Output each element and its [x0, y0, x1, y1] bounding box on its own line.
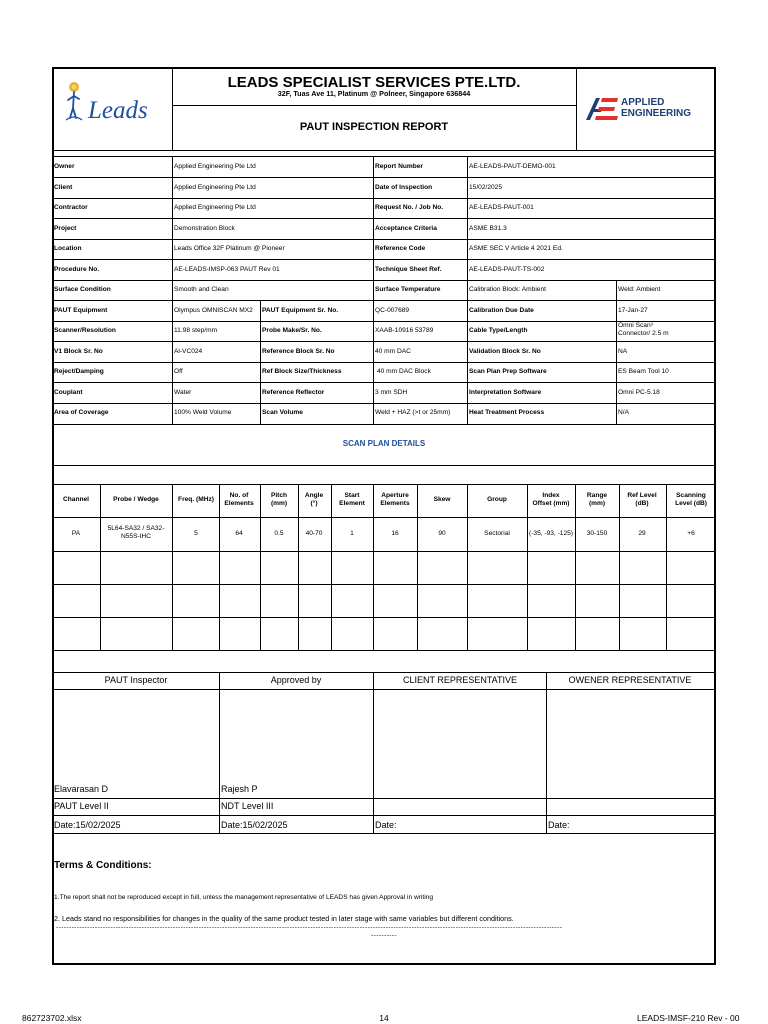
- client-value: Applied Engineering Pte Ltd: [174, 184, 256, 191]
- header-title-divider: [172, 105, 576, 106]
- header-scanning-line2: Level (dB): [675, 500, 707, 507]
- footer-file-name: 862723702.xlsx: [22, 1013, 82, 1023]
- terms-dash-line-2: ----------: [371, 932, 397, 939]
- header-elements-line1: No. of: [229, 492, 249, 499]
- row-probe-line2: N55S-IHC: [120, 533, 152, 540]
- technique-sheet-label: Technique Sheet Ref.: [375, 266, 442, 273]
- scan-plan-col-line: [331, 484, 332, 650]
- report-number-label: Report Number: [375, 163, 423, 170]
- row-elements: 64: [235, 530, 243, 537]
- header-angle-line2: (°): [310, 500, 318, 507]
- v1-block-value: Al-VC024: [174, 348, 203, 355]
- scan-plan-col-line: [219, 484, 220, 650]
- reference-block-value: 40 mm DAC: [375, 348, 411, 355]
- row-angle: 40-70: [305, 530, 323, 537]
- info-row-line: [53, 177, 715, 178]
- reference-code-value: ASME SEC V Article 4 2021 Ed.: [469, 245, 563, 252]
- header-ref-level-line1: Ref Level: [627, 492, 657, 499]
- technique-sheet-value: AE-LEADS-PAUT-TS-002: [469, 266, 545, 273]
- scan-plan-line: [53, 517, 715, 518]
- row-channel: PA: [71, 530, 81, 537]
- paut-equipment-label: PAUT Equipment: [54, 307, 108, 314]
- signature-col-line: [546, 672, 547, 833]
- header-range-line2: (mm): [588, 500, 606, 507]
- scan-plan-col-line: [527, 484, 528, 650]
- interpretation-software-value: Omni PC-5.18: [618, 389, 660, 396]
- request-no-label: Request No. / Job No.: [375, 204, 444, 211]
- paut-equipment-value: Olympus OMNISCAN MX2: [174, 307, 253, 314]
- header-elements-line2: Elements: [224, 500, 254, 507]
- inspector-name: Elavarasan D: [54, 784, 109, 794]
- info-row-line: [53, 259, 715, 260]
- signature-line: [53, 672, 715, 673]
- ref-block-size-value: 40 mm DAC Block: [377, 368, 431, 375]
- info-col-line: [172, 157, 173, 424]
- row-range: 30-150: [586, 530, 608, 537]
- v1-block-label: V1 Block Sr. No: [54, 348, 103, 355]
- surface-temp-weld: Weld: Ambient: [618, 286, 661, 293]
- header-index-line2: Offset (mm): [532, 500, 570, 507]
- coverage-value: 100% Weld Volume: [174, 409, 232, 416]
- info-col-line: [260, 300, 261, 424]
- terms-line-2: 2. Leads stand no responsibilities for changes in the quality of the same product tested in later stage with same variables but different conditions.: [54, 914, 514, 923]
- surface-temp-label: Surface Temperature: [375, 286, 441, 293]
- terms-dash-line-1: ---------------------------------------------------------------------------------------------------------------------------------------------------------------------------------------------------: [56, 925, 563, 931]
- scan-plan-software-value: ES Beam Tool 10: [618, 368, 669, 375]
- contractor-value: Applied Engineering Pte Ltd: [174, 204, 256, 211]
- info-top-line: [53, 156, 715, 157]
- owner-rep-heading: OWENER REPRESENTATIVE: [568, 675, 692, 685]
- signature-col-line: [373, 672, 374, 833]
- header-group: Group: [487, 496, 507, 503]
- info-col-line: [616, 280, 617, 424]
- heat-treatment-label: Heat Treatment Process: [469, 409, 545, 416]
- ref-block-size-label: Ref Block Size/Thickness: [262, 368, 342, 375]
- header-aperture-line2: Elements: [380, 500, 410, 507]
- scan-plan-software-label: Scan Plan Prep Software: [469, 368, 547, 375]
- footer-page-number: 14: [379, 1013, 389, 1023]
- header-divider-left: [172, 68, 173, 151]
- company-address: 32F, Tuas Ave 11, Platinum @ Polneer, Singapore 636844: [277, 89, 471, 98]
- reference-reflector-label: Reference Reflector: [262, 389, 325, 396]
- cable-type-value-line1: Omni Scan³: [618, 322, 653, 329]
- report-title: PAUT INSPECTION REPORT: [299, 121, 449, 133]
- cable-type-value-line2: Connector/ 2.5 m: [618, 330, 669, 337]
- info-col-line: [467, 157, 468, 424]
- calibration-due-label: Calibration Due Date: [469, 307, 534, 314]
- heat-treatment-value: N/A: [618, 409, 629, 416]
- project-value: Demonstration Block: [174, 225, 235, 232]
- validation-block-label: Validation Block Sr. No: [469, 348, 541, 355]
- header-scanning-line1: Scanning: [676, 492, 706, 499]
- row-aperture: 16: [391, 530, 399, 537]
- header-range-line1: Range: [586, 492, 608, 499]
- reject-label: Reject/Damping: [54, 368, 104, 375]
- location-value: Leads Office 32F Platinum @ Pioneer: [174, 245, 285, 252]
- company-name: LEADS SPECIALIST SERVICES PTE.LTD.: [227, 74, 521, 91]
- scan-plan-line: [53, 465, 715, 466]
- signature-line: [53, 815, 715, 816]
- acceptance-value: ASME B31.3: [469, 225, 507, 232]
- contractor-label: Contractor: [54, 204, 88, 211]
- scan-plan-line: [53, 584, 715, 585]
- surface-condition-label: Surface Condition: [54, 286, 111, 293]
- validation-block-value: NA: [618, 348, 628, 355]
- row-index: (-35, -93, -125): [529, 530, 573, 537]
- scan-plan-col-line: [373, 484, 374, 650]
- scanner-label: Scanner/Resolution: [54, 327, 116, 334]
- coverage-label: Area of Coverage: [54, 409, 109, 416]
- applied-engineering-logo: [584, 94, 714, 126]
- scan-plan-col-line: [619, 484, 620, 650]
- row-pitch: 0.5: [274, 530, 284, 537]
- header-angle-line1: Angle: [304, 492, 324, 499]
- scan-plan-line: [53, 551, 715, 552]
- row-start: 1: [350, 530, 354, 537]
- approved-by-heading: Approved by: [270, 675, 322, 685]
- project-label: Project: [54, 225, 77, 232]
- acceptance-label: Acceptance Criteria: [375, 225, 437, 232]
- ae-logo-icon: [584, 94, 620, 124]
- header-start-line2: Element: [339, 500, 365, 507]
- surface-condition-value: Smooth and Clean: [174, 286, 229, 293]
- header-freq: Freq. (MHz): [178, 496, 214, 503]
- approver-level: NDT Level III: [221, 801, 274, 811]
- couplant-label: Couplant: [54, 389, 83, 396]
- location-label: Location: [54, 245, 82, 252]
- row-probe-line1: 5L64-SA32 / SA32-: [107, 525, 165, 532]
- probe-make-value: XAAB-10916 53789: [375, 327, 434, 334]
- signature-line: [53, 833, 715, 834]
- scan-plan-col-line: [100, 484, 101, 650]
- header-start-line1: Start: [344, 492, 360, 499]
- header-bottom-line: [53, 150, 715, 151]
- signature-line: [53, 798, 715, 799]
- report-frame: [52, 67, 716, 965]
- scan-plan-col-line: [575, 484, 576, 650]
- client-rep-heading: CLIENT REPRESENTATIVE: [402, 675, 518, 685]
- procedure-value: AE-LEADS-IMSP-063 PAUT Rev 01: [174, 266, 280, 273]
- scan-plan-col-line: [298, 484, 299, 650]
- inspector-date: Date:15/02/2025: [54, 820, 121, 830]
- leads-logo: [62, 78, 162, 126]
- info-row-line: [53, 198, 715, 199]
- row-group: Sectorial: [484, 530, 510, 537]
- header-index-line1: Index: [542, 492, 560, 499]
- terms-title: Terms & Conditions:: [54, 860, 152, 871]
- signature-col-line: [219, 672, 220, 833]
- header-divider-right: [576, 68, 577, 151]
- reference-reflector-value: 3 mm SDH: [375, 389, 408, 396]
- reference-code-label: Reference Code: [375, 245, 426, 252]
- cable-type-label: Cable Type/Length: [469, 327, 528, 334]
- leads-logo-text: Leads: [88, 97, 148, 124]
- date-of-inspection-value: 15/02/2025: [469, 184, 503, 191]
- scan-plan-col-line: [467, 484, 468, 650]
- paut-inspector-heading: PAUT Inspector: [104, 675, 168, 685]
- client-label: Client: [54, 184, 73, 191]
- header-pitch-line1: Pitch: [270, 492, 288, 499]
- header-channel: Channel: [62, 496, 90, 503]
- terms-line-1: 1.The report shall not be reproduced except in full, unless the management representative of LEADS has given Approval in writing: [54, 894, 433, 901]
- row-scanning-level: +6: [687, 530, 695, 537]
- report-number-value: AE-LEADS-PAUT-DEMO-001: [469, 163, 556, 170]
- owner-label: Owner: [54, 163, 75, 170]
- scan-plan-line: [53, 617, 715, 618]
- header-skew: Skew: [433, 496, 451, 503]
- info-row-line: [53, 424, 715, 425]
- inspector-level: PAUT Level II: [54, 801, 109, 811]
- scan-volume-label: Scan Volume: [262, 409, 303, 416]
- scanner-value: 11.98 step/mm: [174, 327, 218, 334]
- applied-logo-line1: APPLIED: [621, 97, 665, 108]
- reference-block-label: Reference Block Sr. No: [262, 348, 335, 355]
- header-pitch-line2: (mm): [270, 500, 288, 507]
- row-freq: 5: [194, 530, 198, 537]
- reject-value: Off: [174, 368, 183, 375]
- surface-temp-calibration: Calibration Block: Ambient: [469, 286, 546, 293]
- calibration-due-value: 17-Jan-27: [618, 307, 648, 314]
- header-aperture-line1: Aperture: [381, 492, 409, 499]
- header-probe: Probe / Wedge: [113, 496, 159, 503]
- scan-plan-line: [53, 650, 715, 651]
- applied-logo-line2: ENGINEERING: [621, 108, 692, 119]
- approver-date: Date:15/02/2025: [221, 820, 288, 830]
- scan-plan-line: [53, 484, 715, 485]
- info-row-line: [53, 239, 715, 240]
- paut-equipment-sr-value: QC-007689: [375, 307, 410, 314]
- paut-equipment-sr-label: PAUT Equipment Sr. No.: [262, 307, 339, 314]
- couplant-value: Water: [174, 389, 192, 396]
- interpretation-software-label: Interpretation Software: [469, 389, 542, 396]
- info-col-line: [373, 157, 374, 424]
- row-skew: 90: [438, 530, 446, 537]
- owner-value: Applied Engineering Pte Ltd: [174, 163, 256, 170]
- procedure-label: Procedure No.: [54, 266, 100, 273]
- scan-volume-value: Weld + HAZ (>t or 25mm): [375, 409, 451, 416]
- approver-name: Rajesh P: [221, 784, 258, 794]
- scan-plan-col-line: [417, 484, 418, 650]
- probe-make-label: Probe Make/Sr. No.: [262, 327, 322, 334]
- client-rep-date: Date:: [375, 820, 397, 830]
- signature-line: [53, 689, 715, 690]
- request-no-value: AE-LEADS-PAUT-001: [469, 204, 534, 211]
- date-of-inspection-label: Date of Inspection: [375, 184, 433, 191]
- scan-plan-col-line: [260, 484, 261, 650]
- scan-plan-col-line: [172, 484, 173, 650]
- info-row-line: [53, 218, 715, 219]
- owner-rep-date: Date:: [548, 820, 570, 830]
- scan-plan-title: SCAN PLAN DETAILS: [342, 439, 426, 448]
- header-ref-level-line2: (dB): [635, 500, 649, 507]
- row-ref-level: 29: [638, 530, 646, 537]
- scan-plan-col-line: [666, 484, 667, 650]
- footer-form-ref: LEADS-IMSF-210 Rev - 00: [637, 1013, 740, 1023]
